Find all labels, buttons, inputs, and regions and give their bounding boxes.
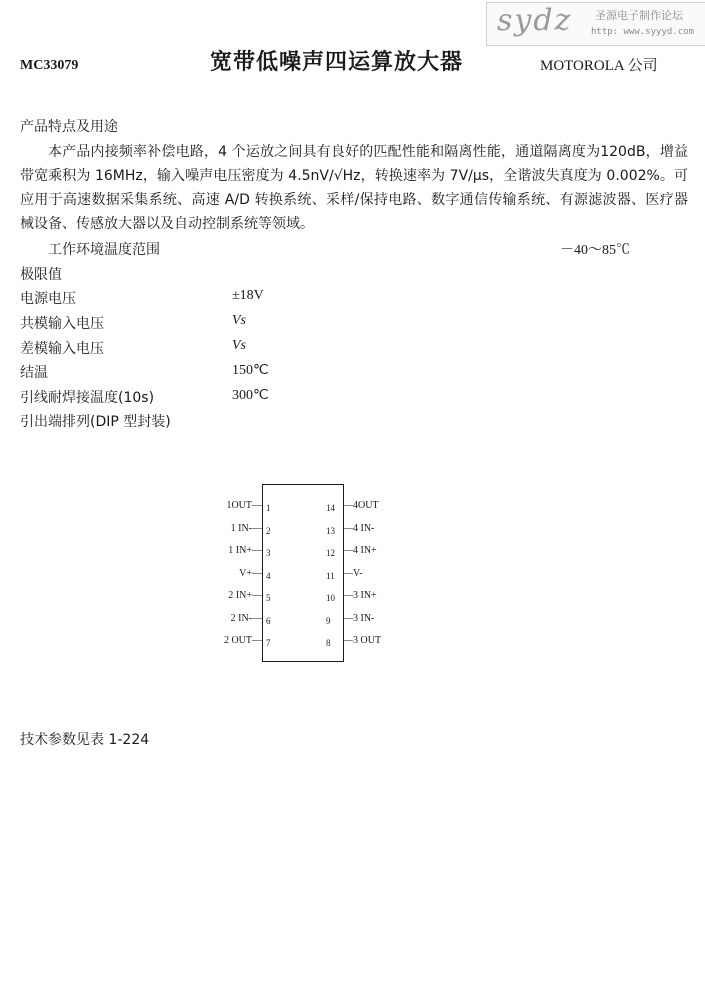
pin-right	[343, 613, 374, 624]
pin-number: 9	[326, 616, 331, 626]
pin-name: 2 IN+	[228, 590, 252, 601]
pin-number: 5	[266, 593, 271, 603]
pin-name: 3 IN+	[353, 590, 377, 601]
pin-number: 14	[326, 503, 335, 513]
pin-right	[343, 500, 379, 511]
limits-heading: 极限值	[20, 267, 62, 283]
pin-left	[200, 590, 262, 601]
pin-left	[200, 500, 262, 511]
pin-lead: —	[252, 545, 262, 556]
limit-label-supply: 电源电压	[20, 291, 76, 307]
pin-right	[343, 545, 377, 556]
pin-lead: —	[343, 613, 353, 624]
pin-name: 1OUT	[226, 500, 252, 511]
pin-lead: —	[252, 590, 262, 601]
limit-value-solder-temp: 300℃	[232, 388, 269, 403]
limit-value-differential: Vs	[232, 338, 246, 353]
operating-temp-label: 工作环境温度范围	[48, 242, 160, 258]
pin-number: 11	[326, 571, 335, 581]
pin-left	[200, 545, 262, 556]
operating-temp-value: －40～85℃	[560, 243, 630, 258]
pin-lead: —	[343, 590, 353, 601]
pin-lead: —	[252, 500, 262, 511]
pin-number: 10	[326, 593, 335, 603]
pin-name: 1 IN+	[228, 545, 252, 556]
pin-lead: —	[252, 568, 262, 579]
pin-lead: —	[343, 523, 353, 534]
pinout-heading: 引出端排列(DIP 型封装)	[20, 414, 171, 430]
footer-reference: 技术参数见表 1-224	[20, 732, 150, 748]
limit-label-common-mode: 共模输入电压	[20, 316, 104, 332]
limit-value-supply: ±18V	[232, 288, 264, 303]
pin-name: 3 IN-	[353, 613, 375, 624]
pin-number: 13	[326, 526, 335, 536]
pin-lead: —	[343, 500, 353, 511]
pin-lead: —	[343, 545, 353, 556]
pin-lead: —	[252, 523, 262, 534]
pin-lead: —	[252, 635, 262, 646]
pin-lead: —	[343, 635, 353, 646]
pin-name: 2 OUT	[223, 635, 252, 646]
pin-left	[200, 635, 262, 646]
limit-label-differential: 差模输入电压	[20, 341, 104, 357]
pin-number: 1	[266, 503, 271, 513]
pin-number: 3	[266, 548, 271, 558]
watermark-logo	[486, 2, 705, 46]
watermark-site-name: 圣源电子制作论坛	[595, 9, 683, 22]
pin-right	[343, 523, 374, 534]
pin-number: 2	[266, 526, 271, 536]
manufacturer: MOTOROLA 公司	[540, 58, 658, 74]
limit-label-junction-temp: 结温	[20, 365, 48, 381]
pin-name: 4 IN+	[353, 545, 377, 556]
pin-number: 7	[266, 638, 271, 648]
pin-right	[343, 635, 381, 646]
watermark-mark: sydz	[497, 3, 573, 38]
pin-name: V+	[239, 568, 252, 579]
part-number: MC33079	[20, 58, 79, 73]
limit-label-solder-temp: 引线耐焊接温度(10s)	[20, 390, 155, 406]
pin-lead: —	[343, 568, 353, 579]
pin-lead: —	[252, 613, 262, 624]
pin-number: 6	[266, 616, 271, 626]
pin-left	[200, 568, 262, 579]
features-heading: 产品特点及用途	[20, 119, 118, 135]
pin-number: 8	[326, 638, 331, 648]
pin-left	[200, 613, 262, 624]
features-paragraph: 本产品内接频率补偿电路，4 个运放之间具有良好的匹配性能和隔离性能，通道隔离度为120dB，增益带宽乘积为 16MHz，输入噪声电压密度为 4.5nV/√Hz，转换速率为 7V/μs，全谐波失真度为 0.002%。可应用于高速数据采集系统、高速 A/D 转换系统、采样/保持电路、数字通信传输系统、有源滤波器、医疗器械设备、传感放大器以及自动控制系统等领域。	[20, 144, 688, 232]
pin-right	[343, 568, 363, 579]
pin-left	[200, 523, 262, 534]
page-title: 宽带低噪声四运算放大器	[210, 50, 464, 75]
limit-value-common-mode: Vs	[232, 313, 246, 328]
limit-value-junction-temp: 150℃	[232, 363, 269, 378]
pin-name: 1 IN-	[230, 523, 252, 534]
pin-name: 2 IN-	[230, 613, 252, 624]
pin-name: 4OUT	[353, 500, 379, 511]
pin-name: V-	[353, 568, 363, 579]
pin-number: 12	[326, 548, 335, 558]
pin-name: 3 OUT	[353, 635, 382, 646]
pin-name: 4 IN-	[353, 523, 375, 534]
pin-right	[343, 590, 377, 601]
watermark-url: http: www.syyyd.com	[591, 27, 694, 37]
pin-number: 4	[266, 571, 271, 581]
